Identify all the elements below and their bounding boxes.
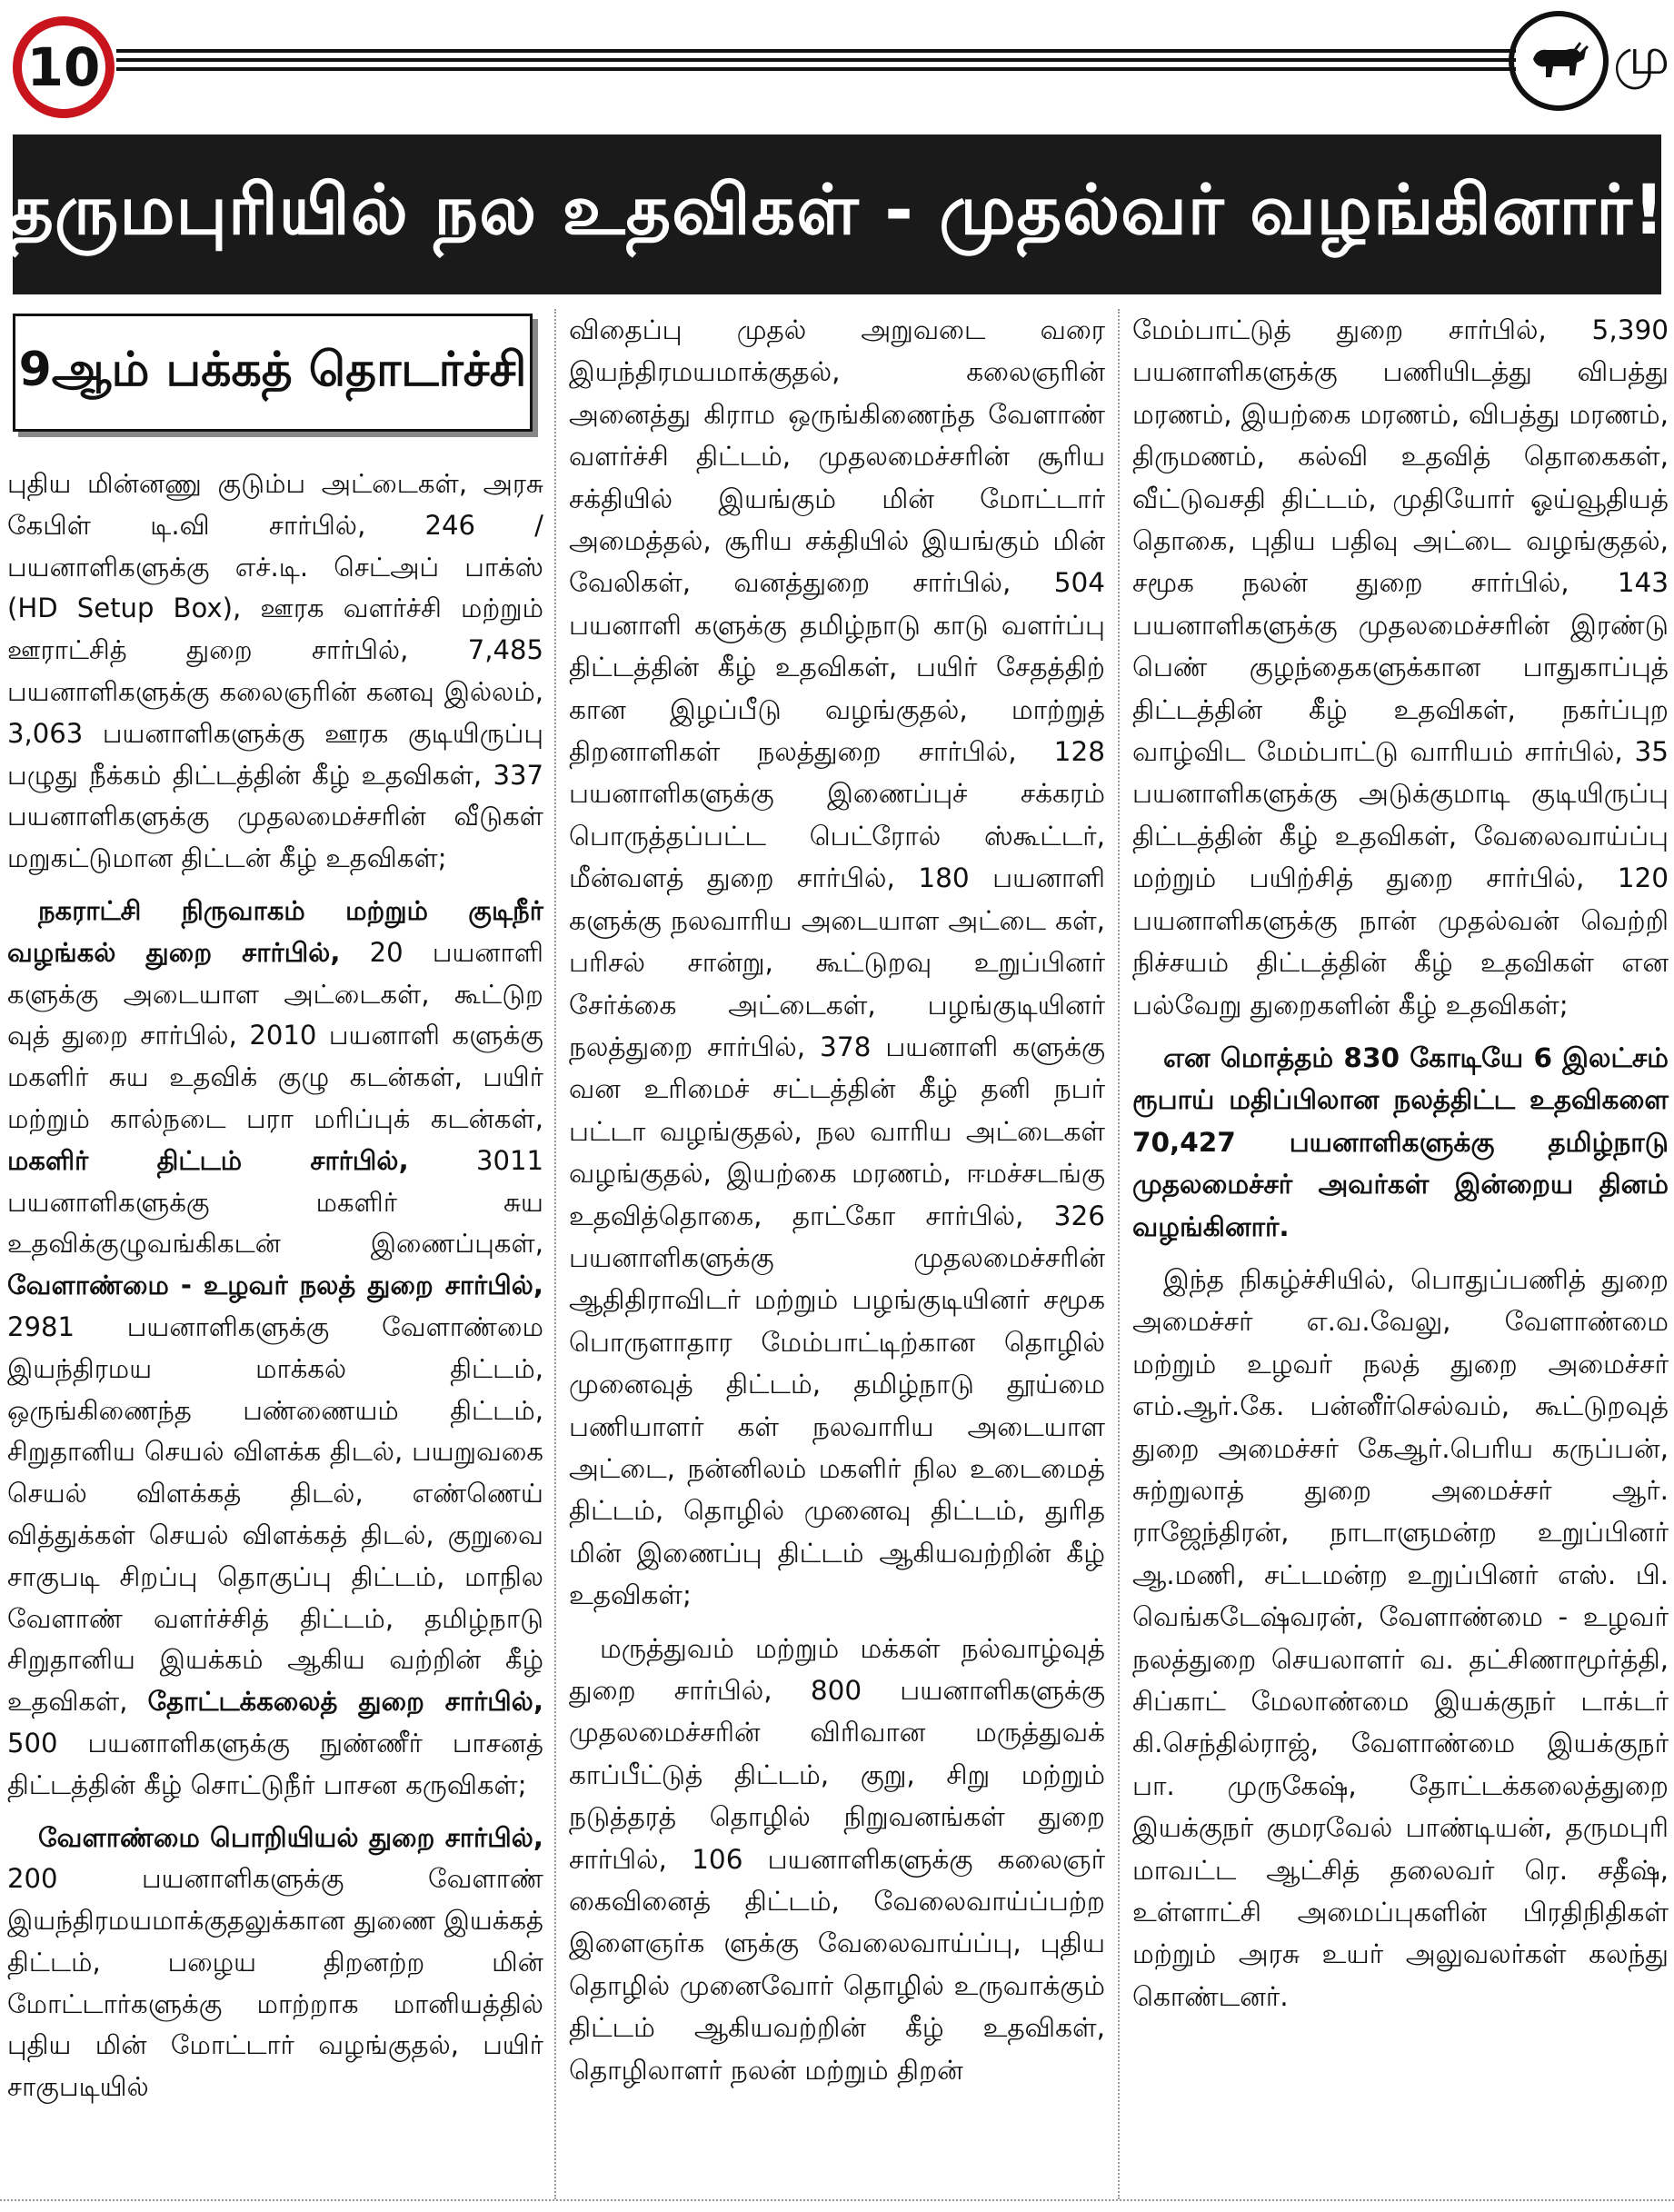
paragraph — [1132, 309, 1669, 1026]
bull-icon-graphic — [1520, 23, 1597, 99]
paragraph-text: 3011 பயனாளிகளுக்கு மகளிர் சுய உதவிக்குழுவங்கிகடன் இணைப்புகள், — [7, 1144, 543, 1260]
paragraph — [1132, 1037, 1669, 1248]
bold-lead: வேளாண்மை பொறியியல் துறை சார்பில், — [38, 1821, 543, 1853]
paragraph — [7, 463, 543, 880]
bold-lead: தோட்டக்கலைத் துறை சார்பில், — [147, 1686, 543, 1718]
footer-rule — [0, 2199, 1674, 2203]
paragraph-text: மருத்துவம் மற்றும் மக்கள் நல்வாழ்வுத் துறை சார்பில், 800 பயனாளிகளுக்கு முதலமைச்சரின் விரிவான மருத்துவக் காப்பீட்டுத் திட்டம், குறு, சிறு மற்றும் நடுத்தரத் தொழில் நிறுவனங்கள் துறை சார்பில், 106 பயனாளிகளுக்கு கலைஞர் கைவினைத் திட்டம், வேலைவாய்ப்பற்ற இளைஞர்க ளுக்கு வேலைவாய்ப்பு, புதிய தொழில் முனைவோர் தொழில் உருவாக்கும் திட்டம் ஆகியவற்றின் கீழ் உதவிகள், தொழிலாளர் நலன் மற்றும் திறன் — [569, 1632, 1105, 2086]
header-rule — [116, 58, 1516, 62]
paragraph-text: விதைப்பு முதல் அறுவடை வரை இயந்திரமயமாக்குதல், கலைஞரின் அனைத்து கிராம ஒருங்கிணைந்த வேளாண் வளர்ச்சி திட்டம், முதலமைச்சரின் சூரிய சக்தியில் இயங்கும் மின் மோட்டார் அமைத்தல், சூரிய சக்தியில் இயங்கும் மின் வேலிகள், வனத்துறை சார்பில், 504 பயனாளி களுக்கு தமிழ்நாடு காடு வளர்ப்பு திட்டத்தின் கீழ் உதவிகள், பயிர் சேதத்திற் கான இழப்பீடு வழங்குதல், மாற்றுத் திறனாளிகள் நலத்துறை சார்பில், 128 பயனாளிகளுக்கு இணைப்புச் சக்கரம் பொருத்தப்பட்ட பெட்ரோல் ஸ்கூட்டர், மீன்வளத் துறை சார்பில், 180 பயனாளி களுக்கு நலவாரிய அடையாள அட்டை கள், பரிசல் சான்று, கூட்டுறவு உறுப்பினர் சேர்க்கை அட்டைகள், பழங்குடியினர் நலத்துறை சார்பில், 378 பயனாளி களுக்கு வன உரிமைச் சட்டத்தின் கீழ் தனி நபர் பட்டா வழங்குதல், நல வாரிய அட்டைகள் வழங்குதல், இயற்கை மரணம், ஈமச்சடங்கு உதவித்தொகை, தாட்கோ சார்பில், 326 பயனாளிகளுக்கு முதலமைச்சரின் ஆதிதிராவிடர் மற்றும் பழங்குடியினர் சமூக பொருளாதார மேம்பாட்டிற்கான தொழில் முனைவுத் திட்டம், தமிழ்நாடு தூய்மை பணியாளர் கள் நலவாரிய அடையாள அட்டை, நன்னிலம் மகளிர் நில உடைமைத் திட்டம், தொழில் முனைவு திட்டம், துரித மின் இணைப்பு திட்டம் ஆகியவற்றின் கீழ் உதவிகள்; — [569, 314, 1105, 1611]
paragraph — [7, 1818, 543, 2109]
header-rule — [116, 49, 1516, 53]
paragraph — [569, 309, 1105, 1617]
article-column-2 — [569, 309, 1105, 2091]
bold-lead: வேளாண்மை - உழவர் நலத் துறை சார்பில், — [7, 1270, 543, 1301]
paragraph — [569, 1628, 1105, 2091]
bold-summary: என மொத்தம் 830 கோடியே 6 இலட்சம் ரூபாய் மதிப்பிலான நலத்திட்ட உதவிகளை 70,427 பயனாளிகளுக்கு தமிழ்நாடு முதலமைச்சர் அவர்கள் இன்றைய தினம் வழங்கினார். — [1132, 1041, 1669, 1242]
article-column-3 — [1132, 309, 1669, 2018]
column-divider — [554, 309, 556, 2199]
page-number-badge: 10 — [13, 16, 115, 118]
paragraph-text: இந்த நிகழ்ச்சியில், பொதுப்பணித் துறை அமைச்சர் எ.வ.வேலு, வேளாண்மை மற்றும் உழவர் நலத் துறை அமைச்சர் எம்.ஆர்.கே. பன்னீர்செல்வம், கூட்டுறவுத் துறை அமைச்சர் கேஆர்.பெரிய கருப்பன், சுற்றுலாத் துறை அமைச்சர் ஆர். ராஜேந்திரன், நாடாளுமன்ற உறுப்பினர் ஆ.மணி, சட்டமன்ற உறுப்பினர் எஸ். பி. வெங்கடேஷ்வரன், வேளாண்மை - உழவர் நலத்துறை செயலாளர் வ. தட்சிணாமூர்த்தி, சிப்காட் மேலாண்மை இயக்குநர் டாக்டர் கி.செந்தில்ராஜ், வேளாண்மை இயக்குநர் பா. முருகேஷ், தோட்டக்கலைத்துறை இயக்குநர் குமரவேல் பாண்டியன், தருமபுரி மாவட்ட ஆட்சித் தலைவர் ரெ. சதீஷ், உள்ளாட்சி அமைப்புகளின் பிரதிநிதிகள் மற்றும் அரசு உயர் அலுவலர்கள் கலந்து கொண்டனர். — [1132, 1263, 1669, 2012]
paragraph-text: 200 பயனாளிகளுக்கு வேளாண் இயந்திரமயமாக்குதலுக்கான துணை இயக்கத் திட்டம், பழைய திறனற்ற மின் மோட்டார்களுக்கு மாற்றாக மானியத்தில் புதிய மின் மோட்டார் வழங்குதல், பயிர் சாகுபடியில் — [7, 1863, 543, 2103]
paragraph — [7, 891, 543, 1807]
paragraph-text: 20 பயனாளி களுக்கு அடையாள அட்டைகள், கூட்டுற வுத் துறை சார்பில், 2010 பயனாளி களுக்கு மகளிர் சுய உதவிக் குழு கடன்கள், பயிர் மற்றும் கால்நடை பரா மரிப்புக் கடன்கள், — [7, 936, 543, 1134]
paragraph — [1132, 1259, 1669, 2018]
paragraph-text: மேம்பாட்டுத் துறை சார்பில், 5,390 பயனாளிகளுக்கு பணியிடத்து விபத்து மரணம், இயற்கை மரணம், விபத்து மரணம், திருமணம், கல்வி உதவித் தொகைகள், வீட்டுவசதி திட்டம், முதியோர் ஓய்வூதியத் தொகை, புதிய பதிவு அட்டை வழங்குதல், சமூக நலன் துறை சார்பில், 143 பயனாளிகளுக்கு முதலமைச்சரின் இரண்டு பெண் குழந்தைகளுக்கான பாதுகாப்புத் திட்டத்தின் கீழ் உதவிகள், நகர்ப்புற வாழ்விட மேம்பாட்டு வாரியம் சார்பில், 35 பயனாளிகளுக்கு அடுக்குமாடி குடியிருப்பு திட்டத்தின் கீழ் உதவிகள், வேலைவாய்ப்பு மற்றும் பயிற்சித் துறை சார்பில், 120 பயனாளிகளுக்கு நான் முதல்வன் வெற்றி நிச்சயம் திட்டத்தின் கீழ் உதவிகள் என பல்வேறு துறைகளின் கீழ் உதவிகள்; — [1132, 314, 1669, 1021]
continuation-box — [13, 314, 533, 432]
continuation-label: 9ஆம் பக்கத் தொடர்ச்சி — [18, 342, 527, 397]
page-header — [0, 0, 1674, 118]
paragraph-text: 500 பயனாளிகளுக்கு நுண்ணீர் பாசனத் திட்டத்தின் கீழ் சொட்டுநீர் பாசன கருவிகள்; — [7, 1727, 543, 1800]
bold-lead: நகராட்சி நிருவாகம் மற்றும் குடிநீர் வழங்கல் துறை சார்பில், — [7, 894, 543, 968]
headline-banner — [8, 135, 1666, 294]
masthead-text: மு — [1613, 27, 1670, 86]
paragraph-text: 2981 பயனாளிகளுக்கு வேளாண்மை இயந்திரமய மாக்கல் திட்டம், ஒருங்கிணைந்த பண்ணையம் திட்டம், சிறுதானிய செயல் விளக்க திடல், பயறுவகை செயல் விளக்கத் திடல், எண்ணெய் வித்துக்கள் செயல் விளக்கத் திடல், குறுவை சாகுபடி சிறப்பு தொகுப்பு திட்டம், மாநில வேளாண் வளர்ச்சித் திட்டம், தமிழ்நாடு சிறுதானிய இயக்கம் ஆகிய வற்றின் கீழ் உதவிகள், — [7, 1310, 543, 1718]
paragraph-text: புதிய மின்னணு குடும்ப அட்டைகள், அரசு கேபிள் டி.வி சார்பில், 246 / பயனாளிகளுக்கு எச்.டி. செட்அப் பாக்ஸ் (HD Setup Box), ஊரக வளர்ச்சி மற்றும் ஊராட்சித் துறை சார்பில், 7,485 பயனாளிகளுக்கு கலைஞரின் கனவு இல்லம், 3,063 பயனாளிகளுக்கு ஊரக குடியிருப்பு பழுது நீக்கம் திட்டத்தின் கீழ் உதவிகள், 337 பயனாளிகளுக்கு முதலமைச்சரின் வீடுகள் மறுகட்டுமான திட்டன் கீழ் உதவிகள்; — [7, 468, 543, 874]
bold-lead: மகளிர் திட்டம் சார்பில், — [7, 1144, 409, 1176]
bull-icon — [1509, 11, 1609, 111]
column-divider — [1118, 309, 1120, 2199]
header-rule — [116, 67, 1516, 71]
article-column-1 — [7, 463, 543, 2108]
headline-text: தருமபுரியில் நல உதவிகள் - முதல்வர் வழங்கினார்! — [8, 169, 1666, 250]
